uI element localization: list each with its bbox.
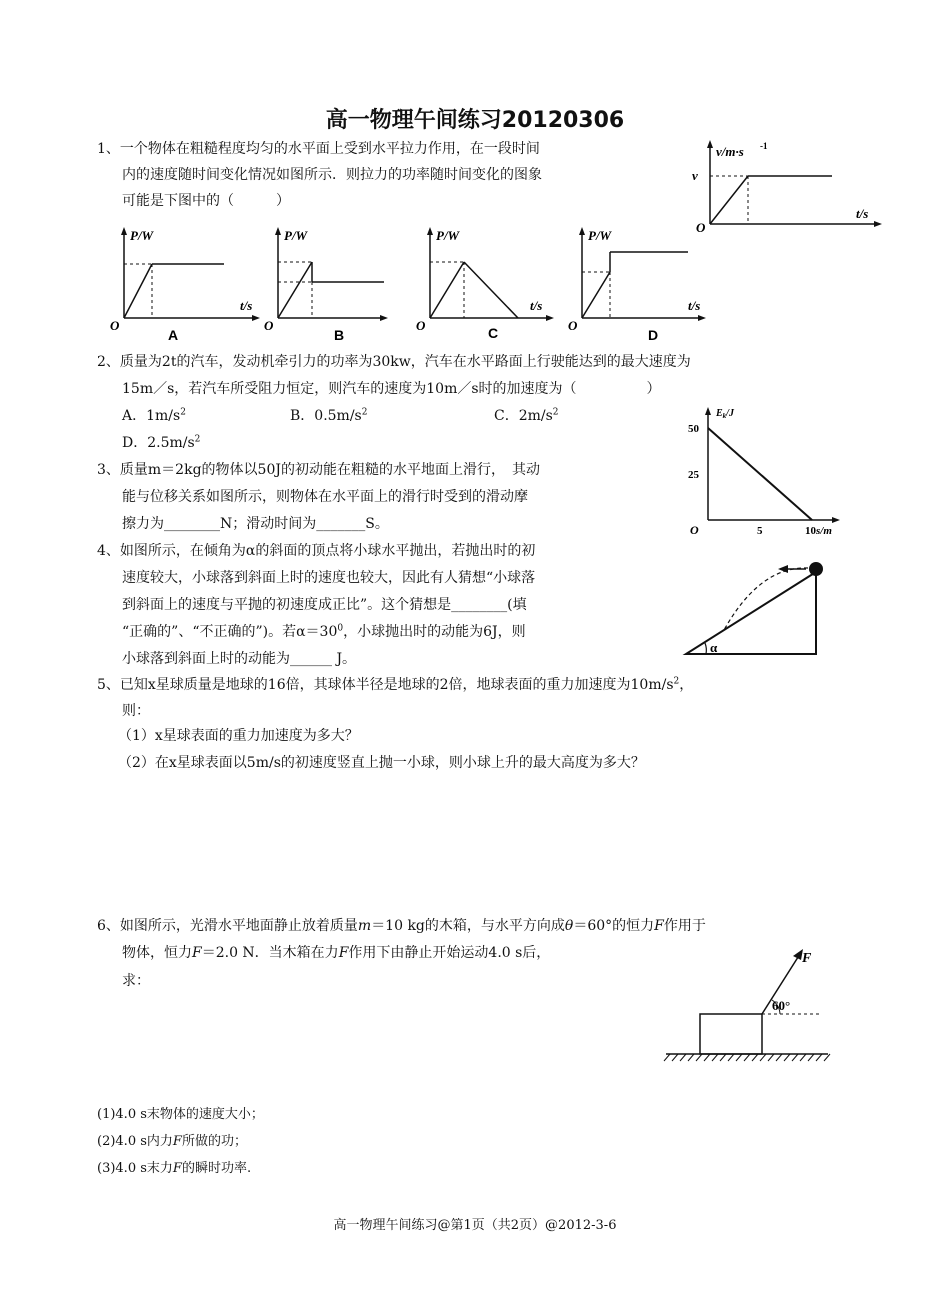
q1-line-1: 1、一个物体在粗糙程度均匀的水平面上受到水平拉力作用，在一段时间 [97, 141, 540, 157]
q2-choice-a [122, 405, 186, 425]
q2-choice-c-text: C．2m/s [494, 408, 553, 424]
q6-line-2b: ＝2.0 N．当木箱在力 [201, 945, 339, 961]
q3-line-3: 擦力为________N；滑动时间为_______S。 [122, 516, 389, 532]
q6-sub-3b: 的瞬时功率. [181, 1161, 252, 1176]
option-c-graph [416, 227, 554, 341]
b-origin: O [264, 318, 274, 333]
d-ylabel: P/W [588, 228, 612, 243]
vt-origin: O [696, 220, 706, 232]
q6-sub-3 [97, 1157, 251, 1176]
q6-line-1 [97, 915, 706, 935]
arrow-x [546, 315, 554, 321]
q6-line-2c: 作用下由静止开始运动4.0 s后， [348, 945, 551, 961]
q3-ylabel [715, 408, 735, 420]
ek-series-line [708, 428, 812, 520]
arrow-x [380, 315, 388, 321]
angle-60-label: 60° [772, 998, 791, 1013]
q6-box-force-figure [662, 944, 832, 1066]
trajectory-path [724, 568, 808, 630]
q5-line-1a: 5、已知x星球质量是地球的16倍，其球体半径是地球的2倍，地球表面的重力加速度为10m/s [97, 677, 674, 693]
b-ramp [278, 262, 312, 318]
c-origin: O [416, 318, 426, 333]
q6-sub-3a: (3)4.0 s末力 [97, 1161, 173, 1176]
arrow-y [579, 227, 585, 235]
q1-vt-graph [688, 136, 888, 232]
q2-choice-b-text: B．0.5m/s [290, 408, 362, 424]
q6-line-2 [122, 942, 550, 962]
arrow-y [121, 227, 127, 235]
q5-line-1b: ， [679, 677, 694, 693]
q2-choice-a-exp: 2 [180, 407, 186, 418]
q4-line-4b: ，小球抛出时的动能为6J，则 [343, 624, 526, 640]
a-ramp [124, 264, 152, 318]
q6-line-1d: 作用于 [663, 918, 706, 934]
q2-choice-b-exp: 2 [361, 407, 368, 418]
q6-sub-2 [97, 1130, 247, 1149]
q1-options-graphs [104, 222, 724, 346]
q2-choice-d-exp: 2 [194, 434, 201, 445]
q2-choice-a-text: A．1m/s [122, 408, 181, 424]
incline-triangle [686, 572, 816, 654]
y-arrow [705, 407, 711, 415]
velocity-arrowhead [778, 565, 788, 573]
q3-ylabel-e: E [716, 408, 723, 419]
vt-ramp [710, 176, 748, 224]
option-b-graph [264, 227, 388, 343]
q3-ylabel-unit: /J [726, 408, 734, 419]
q6-f5: F [172, 1161, 182, 1176]
q3-ek-graph [684, 404, 844, 538]
option-d-label: D [648, 327, 659, 343]
q2-choice-b [290, 405, 367, 425]
ytick-50: 50 [688, 423, 699, 435]
xtick-10: 10 [805, 525, 816, 537]
c-xlabel: t/s [530, 298, 543, 313]
d-ramp [582, 272, 610, 318]
vt-yname: v [692, 168, 698, 183]
xtick-5: 5 [757, 525, 763, 537]
q3-origin: O [690, 523, 699, 537]
q4-line-4a: “正确的”、“不正确的”)。若α＝30 [122, 624, 338, 640]
y-arrow [707, 140, 713, 148]
q3-xlabel: s/m [816, 525, 832, 537]
ball-icon [809, 562, 823, 576]
q2-choice-d [122, 432, 200, 452]
vt-xlabel: t/s [856, 206, 869, 221]
q3-line-2: 能与位移关系如图所示，则物体在水平面上的滑行时受到的滑动摩 [122, 489, 528, 505]
q4-line-5: 小球落到斜面上时的动能为______ J。 [122, 651, 357, 667]
q6-f4: F [172, 1134, 182, 1149]
q2-line-2: 15m／s，若汽车所受阻力恒定，则汽车的速度为10m／s时的加速度为（ ） [122, 381, 661, 397]
q5-line-1 [97, 674, 693, 694]
q5-sub-2: （2）在x星球表面以5m/s的初速度竖直上抛一小球，则小球上升的最大高度为多大？ [118, 755, 645, 771]
c-ramp-down [464, 262, 518, 318]
option-a-graph [110, 227, 260, 343]
q4-line-2: 速度较大，小球落到斜面上时的速度也较大，因此有人猜想“小球落 [122, 570, 536, 586]
q2-choice-d-text: D．2.5m/s [122, 435, 195, 451]
x-arrow [874, 221, 882, 227]
angle-arc [705, 643, 706, 654]
q3-ylabel-sub: k [722, 412, 727, 420]
q5-sub-1: （1）x星球表面的重力加速度为多大？ [118, 728, 359, 744]
q1-line-3: 可能是下图中的（ ） [122, 193, 290, 209]
d-xlabel: t/s [688, 298, 701, 313]
q6-line-2a: 物体，恒力 [122, 945, 192, 961]
a-ylabel: P/W [130, 228, 154, 243]
force-label: F [802, 951, 812, 966]
option-a-label: A [168, 327, 179, 343]
q6-f3: F [338, 945, 349, 961]
ground-hatch [664, 1054, 830, 1061]
a-xlabel: t/s [240, 298, 253, 313]
q6-f1: F [654, 918, 664, 934]
arrow-y [427, 227, 433, 235]
option-b-label: B [334, 327, 345, 343]
q6-sub-1: (1)4.0 s末物体的速度大小； [97, 1107, 264, 1122]
c-ramp-up [430, 262, 464, 318]
vt-ylabel-exp: -1 [760, 141, 768, 151]
q6-line-3: 求： [122, 973, 150, 989]
q4-line-1: 4、如图所示，在倾角为α的斜面的顶点将小球水平抛出，若抛出时的初 [97, 543, 536, 559]
q1-line-2: 内的速度随时间变化情况如图所示．则拉力的功率随时间变化的图象 [122, 167, 542, 183]
q5-exp: 2 [673, 676, 680, 687]
q2-line-1: 2、质量为2t的汽车，发动机牵引力的功率为30kw，汽车在水平路面上行驶能达到的最大速度为 [97, 354, 691, 370]
c-ylabel: P/W [436, 228, 460, 243]
q6-sub-2a: (2)4.0 s内力 [97, 1134, 173, 1149]
wooden-box [700, 1014, 762, 1054]
option-c-label: C [488, 325, 499, 341]
ytick-25: 25 [688, 469, 699, 481]
q6-line-1a: 6、如图所示，光滑水平地面静止放着质量 [97, 918, 358, 934]
q4-line-3: 到斜面上的速度与平抛的初速度成正比”。这个猜想是________(填 [122, 597, 527, 613]
q5-line-2: 则： [122, 703, 150, 719]
page-footer: 高一物理午间练习@第1页（共2页）@2012-3-6 [333, 1218, 617, 1233]
q6-m: m [357, 918, 372, 934]
q6-sub-2b: 所做的功； [181, 1134, 247, 1149]
angle-label: α [710, 640, 718, 655]
q4-incline-figure [680, 556, 830, 660]
q2-choice-c [494, 405, 559, 425]
q4-line-4 [122, 621, 526, 641]
q6-line-1c: ＝60°的恒力 [573, 918, 655, 934]
a-origin: O [110, 318, 120, 333]
option-d-graph [568, 227, 706, 343]
d-origin: O [568, 318, 578, 333]
q3-line-1: 3、质量m＝2kg的物体以50J的初动能在粗糙的水平地面上滑行， 其动 [97, 462, 540, 478]
q6-line-1b: ＝10 kg的木箱，与水平方向成 [371, 918, 565, 934]
q2-choice-c-exp: 2 [552, 407, 559, 418]
q4-deg-sup: 0 [337, 623, 344, 634]
q6-theta: θ [564, 918, 574, 934]
arrow-x [698, 315, 706, 321]
q6-f2: F [192, 945, 202, 961]
vt-ylabel: v/m·s [716, 144, 744, 159]
page-title: 高一物理午间练习20120306 [325, 108, 625, 133]
arrow-x [252, 315, 260, 321]
x-arrow [832, 517, 840, 523]
arrow-y [275, 227, 281, 235]
b-ylabel: P/W [284, 228, 308, 243]
